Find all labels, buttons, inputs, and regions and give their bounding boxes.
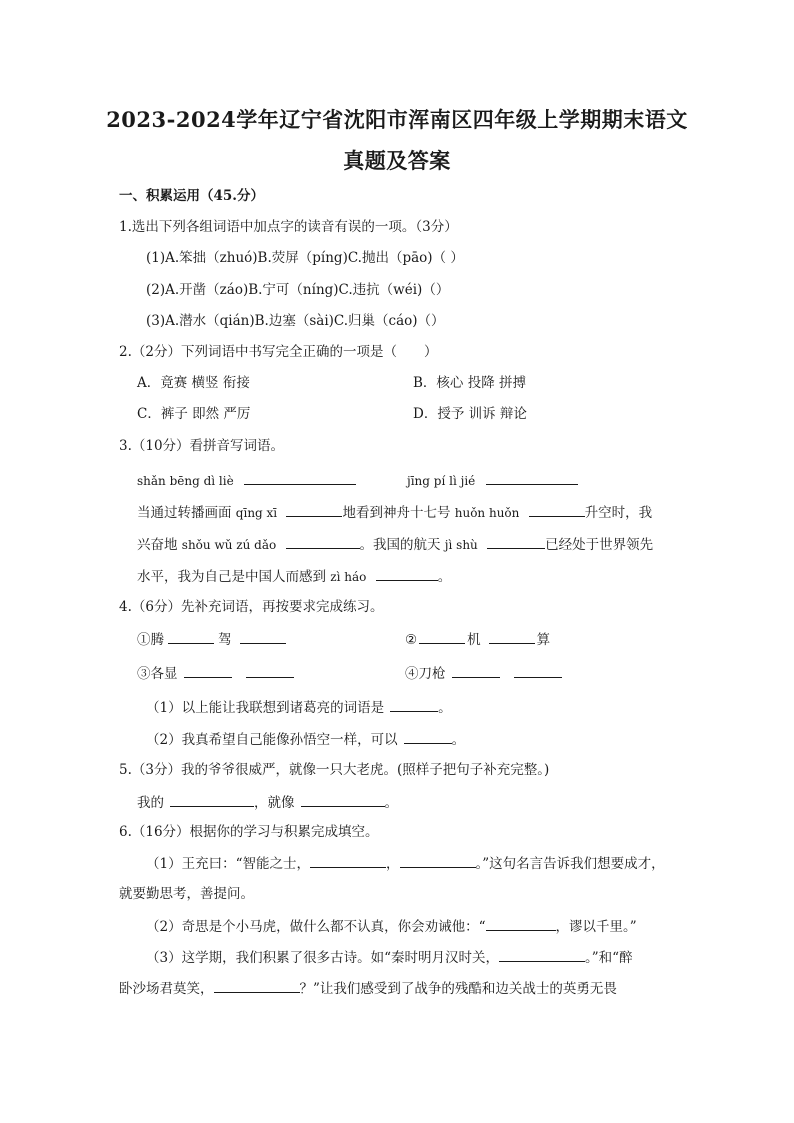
idiom-text: ④刀枪 xyxy=(405,666,446,682)
question-6-sub-3 xyxy=(146,947,633,968)
sub-question-text: ， xyxy=(386,856,400,872)
answer-blank[interactable] xyxy=(514,663,562,678)
sub-question-text: ？”让我们感受到了战争的残酷和边关战士的英勇无畏 xyxy=(299,981,617,997)
question-4-sub-2 xyxy=(146,729,465,750)
answer-blank[interactable] xyxy=(310,853,386,868)
question-6-sub-3-cont xyxy=(119,978,617,999)
sub-question-text: （1）以上能让我联想到诸葛亮的词语是 xyxy=(146,700,385,716)
question-2-option-b: B．核心 投降 拼搏 xyxy=(413,375,527,391)
question-1-option-3: (3)A.潜水（qián)B.边塞（sài)C.归巢（cáo)（） xyxy=(146,313,445,329)
idiom-item-1 xyxy=(137,629,286,650)
passage-text: 。 xyxy=(437,569,452,585)
question-3-row-4 xyxy=(137,566,451,587)
passage-text: 。我国的航天 xyxy=(359,537,441,553)
sub-question-text: （1）王充曰：“智能之士， xyxy=(146,856,310,872)
sentence-text: 我的 xyxy=(137,795,164,811)
answer-blank[interactable] xyxy=(400,853,476,868)
sub-question-text: 卧沙场君莫笑， xyxy=(119,981,214,997)
answer-blank[interactable] xyxy=(486,470,578,485)
answer-blank[interactable] xyxy=(184,663,232,678)
passage-text: 升空时，我 xyxy=(584,505,653,521)
answer-blank[interactable] xyxy=(452,663,500,678)
answer-blank[interactable] xyxy=(376,566,438,581)
question-2-stem: 2.（2分）下列词语中书写完全正确的一项是（ ） xyxy=(119,344,438,360)
passage-text: 已经处于世界领先 xyxy=(545,537,654,553)
question-6-stem: 6.（16分）根据你的学习与积累完成填空。 xyxy=(119,824,379,840)
answer-blank[interactable] xyxy=(419,629,465,644)
question-3-row-1 xyxy=(137,470,356,491)
question-5-stem: 5.（3分）我的爷爷很威严，就像一只大老虎。(照样子把句子补充完整。) xyxy=(119,762,550,778)
sentence-text: ，就像 xyxy=(254,795,295,811)
answer-blank[interactable] xyxy=(214,978,300,993)
question-3-row-3 xyxy=(137,534,653,555)
question-6-sub-1-cont: 就要勤思考，善提问。 xyxy=(119,886,254,902)
section-heading: 一、积累运用（45.分） xyxy=(119,188,264,204)
question-2-option-c: C．裤子 即然 严厉 xyxy=(137,406,251,422)
question-6-sub-1 xyxy=(146,853,665,874)
answer-blank[interactable] xyxy=(286,534,360,549)
passage-text: 兴奋地 xyxy=(137,537,178,553)
question-2-option-a: A．竟赛 横竖 衔接 xyxy=(137,375,250,391)
idiom-text: 算 xyxy=(536,632,551,648)
question-1-option-2: (2)A.开凿（záo)B.宁可（níng)C.违抗（wéi)（） xyxy=(146,282,450,298)
passage-text: 水平，我为自己是中国人而感到 xyxy=(137,569,326,585)
answer-blank[interactable] xyxy=(489,629,535,644)
answer-blank[interactable] xyxy=(170,792,254,807)
answer-blank[interactable] xyxy=(486,916,556,931)
answer-blank[interactable] xyxy=(499,947,585,962)
answer-blank[interactable] xyxy=(487,534,545,549)
sub-question-text: 。”这句名言告诉我们想要成才， xyxy=(475,856,665,872)
period: 。 xyxy=(438,700,452,716)
pinyin-prompt: jīng pí lì jié xyxy=(407,474,476,488)
answer-blank[interactable] xyxy=(529,502,585,517)
idiom-text: 驾 xyxy=(218,632,232,648)
question-3-stem: 3.（10分）看拼音写词语。 xyxy=(119,438,285,454)
answer-blank[interactable] xyxy=(286,502,342,517)
idiom-text: ③各显 xyxy=(137,666,178,682)
question-5-answer-line xyxy=(137,792,398,813)
idiom-text: ② xyxy=(405,632,418,648)
pinyin-prompt: zì háo xyxy=(330,570,367,584)
question-3-row-2 xyxy=(137,502,652,523)
period: 。 xyxy=(451,732,466,748)
idiom-item-4 xyxy=(405,663,562,684)
pinyin-prompt: huǒn huǒn xyxy=(454,506,520,520)
answer-blank[interactable] xyxy=(301,792,385,807)
question-3-row-1b xyxy=(407,470,578,491)
pinyin-prompt: jì shù xyxy=(444,538,478,552)
answer-blank[interactable] xyxy=(404,729,452,744)
answer-blank[interactable] xyxy=(244,470,356,485)
sub-question-text: （2）奇思是个小马虎，做什么都不认真，你会劝诫他：“ xyxy=(146,919,486,935)
sub-question-text: ，谬以千里。” xyxy=(555,919,637,935)
question-1-option-1: (1)A.笨拙（zhuó)B.荧屏（píng)C.抛出（pāo)（ ） xyxy=(146,250,464,266)
sub-question-text: 。”和“醉 xyxy=(585,950,633,966)
question-2-option-d: D．授予 训诉 辩论 xyxy=(413,406,527,422)
question-4-sub-1 xyxy=(146,697,452,718)
page-title-line2: 真题及答案 xyxy=(343,148,451,173)
pinyin-prompt: shǎn bēng dì liè xyxy=(137,474,234,488)
answer-blank[interactable] xyxy=(390,697,438,712)
answer-blank[interactable] xyxy=(168,629,214,644)
answer-blank[interactable] xyxy=(240,629,286,644)
page-title: 2023-2024学年辽宁省沈阳市浑南区四年级上学期期末语文 xyxy=(106,107,688,132)
idiom-text: ①腾 xyxy=(137,632,164,648)
pinyin-prompt: qīng xī xyxy=(235,506,278,520)
idiom-item-3 xyxy=(137,663,294,684)
sub-question-text: （2）我真希望自己能像孙悟空一样，可以 xyxy=(146,732,398,748)
question-1-stem: 1.选出下列各组词语中加点字的读音有误的一项。（3分） xyxy=(119,219,458,235)
passage-text: 地看到神舟十七号 xyxy=(342,505,451,521)
question-4-stem: 4.（6分）先补充词语，再按要求完成练习。 xyxy=(119,599,384,615)
idiom-item-2 xyxy=(405,629,550,650)
sub-question-text: （3）这学期，我们积累了很多古诗。如“秦时明月汉时关， xyxy=(146,950,499,966)
pinyin-prompt: shǒu wǔ zú dǎo xyxy=(181,538,277,552)
answer-blank[interactable] xyxy=(246,663,294,678)
idiom-text: 机 xyxy=(467,632,481,648)
sentence-text: 。 xyxy=(384,795,398,811)
passage-text: 当通过转播画面 xyxy=(137,505,232,521)
question-6-sub-2 xyxy=(146,916,637,937)
